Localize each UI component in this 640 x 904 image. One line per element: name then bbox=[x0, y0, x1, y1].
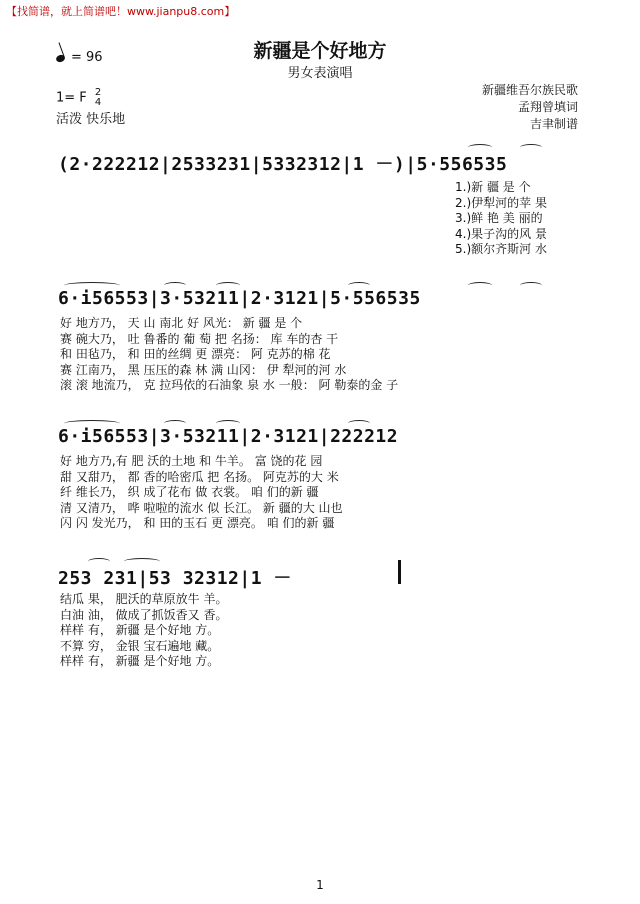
lyric-line: 好 地方乃,有 肥 沃的土地 和 牛羊。 富 饶的花 园 bbox=[60, 454, 323, 468]
slur-mark bbox=[216, 282, 240, 289]
key-value: 1= F bbox=[56, 90, 87, 106]
lyric-line: 结瓜 果， 肥沃的草原放牛 羊。 bbox=[60, 592, 228, 606]
slur-mark bbox=[468, 282, 492, 289]
song-title: 新疆是个好地方 bbox=[253, 40, 387, 62]
lyric-line: 赛 江南乃， 黑 压压的森 林 满 山冈： 伊 犁河的河 水 bbox=[60, 362, 347, 377]
time-signature bbox=[95, 88, 101, 108]
slur-mark bbox=[164, 420, 186, 427]
slur-mark bbox=[64, 420, 120, 427]
tempo-marking bbox=[56, 50, 103, 65]
credits-block bbox=[482, 82, 578, 133]
credit-line: 吉聿制谱 bbox=[529, 117, 578, 131]
verse-line: 4.)果子沟的风 景 bbox=[455, 226, 547, 241]
verse-numbers bbox=[455, 180, 547, 258]
meter-top: 2 bbox=[94, 87, 102, 98]
slur-mark bbox=[348, 420, 370, 427]
meter-bottom: 4 bbox=[94, 97, 102, 108]
slur-mark bbox=[124, 558, 160, 565]
lyric-line: 闪 闪 发光乃， 和 田的玉石 更 漂亮。 咱 们的新 疆 bbox=[60, 516, 335, 530]
lyric-line: 样样 有， 新疆 是个好地 方。 bbox=[60, 623, 220, 637]
lyric-line: 白油 油， 做成了抓饭香又 香。 bbox=[60, 607, 228, 622]
final-barline bbox=[398, 560, 401, 584]
verse-line: 2.)伊犁河的苹 果 bbox=[455, 195, 547, 210]
credit-line: 孟翔曾填词 bbox=[517, 100, 578, 114]
lyrics-block-2 bbox=[60, 316, 580, 394]
lyric-line: 好 地方乃， 天 山 南北 好 风光： 新 疆 是 个 bbox=[60, 316, 303, 330]
lyric-line: 纤 维长乃， 织 成了花布 做 衣裳。 咱 们的新 疆 bbox=[60, 485, 319, 499]
lyric-line: 和 田毡乃， 和 田的丝绸 更 漂亮： 阿 克苏的棉 花 bbox=[60, 347, 331, 361]
credit-line: 新疆维吾尔族民歌 bbox=[481, 83, 578, 97]
lyric-line: 不算 穷， 金银 宝石遍地 藏。 bbox=[60, 638, 220, 653]
slur-mark bbox=[348, 282, 370, 289]
notation-line-1: (2·222212|2533231|5332312|1 －)|5·556535 bbox=[58, 154, 508, 175]
site-banner: 【找简谱，就上简谱吧！www.jianpu8.com】 bbox=[6, 5, 236, 18]
notation-line-4: 253 231|53 32312|1 － bbox=[58, 568, 292, 589]
page-number: 1 bbox=[316, 878, 324, 892]
slur-mark bbox=[520, 144, 542, 151]
lyric-line: 清 又清乃， 哗 啦啦的流水 似 长江。 新 疆的大 山也 bbox=[60, 500, 343, 515]
lyrics-block-4 bbox=[60, 592, 580, 670]
quarter-note-icon bbox=[55, 54, 66, 64]
notation-line-3: 6·i56553|3·53211|2·3121|222212 bbox=[58, 426, 399, 447]
song-subtitle: 男女表演唱 bbox=[287, 66, 353, 81]
lyric-line: 滚 滚 地流乃， 克 拉玛依的石油象 泉 水 一般： 阿 勒泰的金 子 bbox=[60, 378, 399, 392]
slur-mark bbox=[468, 144, 492, 151]
slur-mark bbox=[520, 282, 542, 289]
lyric-line: 赛 碗大乃， 吐 鲁番的 葡 萄 把 名扬： 库 车的杏 干 bbox=[60, 331, 339, 346]
verse-line: 5.)额尔齐斯河 水 bbox=[455, 242, 547, 256]
slur-mark bbox=[216, 420, 240, 427]
key-signature bbox=[56, 88, 101, 108]
mood-marking: 活泼 快乐地 bbox=[56, 112, 126, 127]
lyric-line: 甜 又甜乃， 都 香的哈密瓜 把 名扬。 阿克苏的大 米 bbox=[60, 469, 339, 484]
lyric-line: 样样 有， 新疆 是个好地 方。 bbox=[60, 654, 220, 668]
verse-line: 1.)新 疆 是 个 bbox=[455, 180, 531, 194]
verse-line: 3.)鲜 艳 美 丽的 bbox=[455, 211, 543, 225]
slur-mark bbox=[88, 558, 110, 565]
notation-line-2: 6·i56553|3·53211|2·3121|5·556535 bbox=[58, 288, 421, 309]
lyrics-block-3 bbox=[60, 454, 580, 532]
tempo-value: = 96 bbox=[71, 50, 103, 65]
slur-mark bbox=[164, 282, 186, 289]
slur-mark bbox=[64, 282, 120, 289]
